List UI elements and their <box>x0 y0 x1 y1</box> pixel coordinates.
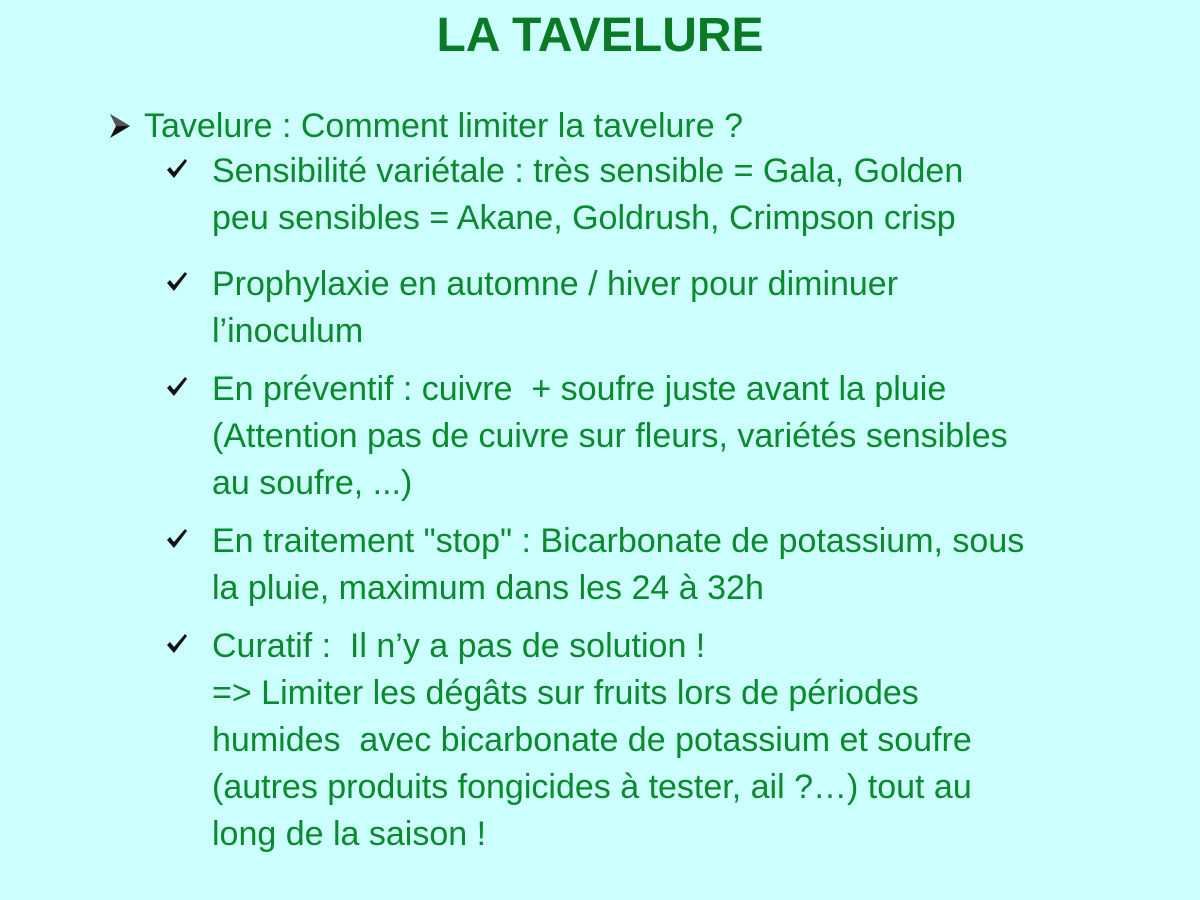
sub-bullet-list <box>164 148 1194 869</box>
list-item-line: En préventif : cuivre + soufre juste avant la pluie <box>212 370 947 408</box>
list-item-line: => Limiter les dégâts sur fruits lors de périodes <box>212 674 919 712</box>
arrow-bullet-icon <box>108 104 144 148</box>
main-bullet-text: Tavelure : Comment limiter la tavelure ? <box>144 107 744 145</box>
list-item <box>164 148 1194 242</box>
list-item-line: long de la saison ! <box>212 815 487 853</box>
checkmark-icon <box>164 148 212 195</box>
list-item-line: Prophylaxie en automne / hiver pour diminuer <box>212 265 899 303</box>
list-item-line: peu sensibles = Akane, Goldrush, Crimpson crisp <box>212 199 956 237</box>
list-item-line: au soufre, ...) <box>212 464 413 502</box>
list-item-line: l’inoculum <box>212 312 364 350</box>
list-item <box>164 366 1194 507</box>
checkmark-icon <box>164 366 212 413</box>
list-item <box>164 518 1194 612</box>
list-item-line: En traitement "stop" : Bicarbonate de potassium, sous <box>212 522 1025 560</box>
list-item-line: (Attention pas de cuivre sur fleurs, variétés sensibles <box>212 417 1008 455</box>
list-item-line: (autres produits fongicides à tester, ail ?…) tout au <box>212 768 972 806</box>
list-item-line: Curatif : Il n’y a pas de solution ! <box>212 627 706 665</box>
checkmark-icon <box>164 518 212 565</box>
list-item-line: humides avec bicarbonate de potassium et soufre <box>212 721 972 759</box>
list-item <box>164 261 1194 355</box>
checkmark-icon <box>164 261 212 308</box>
list-item <box>164 623 1194 858</box>
main-bullet <box>108 104 743 148</box>
list-item-line: la pluie, maximum dans les 24 à 32h <box>212 569 764 607</box>
checkmark-icon <box>164 623 212 670</box>
list-item-line: Sensibilité variétale : très sensible = Gala, Golden <box>212 152 964 190</box>
slide-title: LA TAVELURE <box>436 9 764 62</box>
